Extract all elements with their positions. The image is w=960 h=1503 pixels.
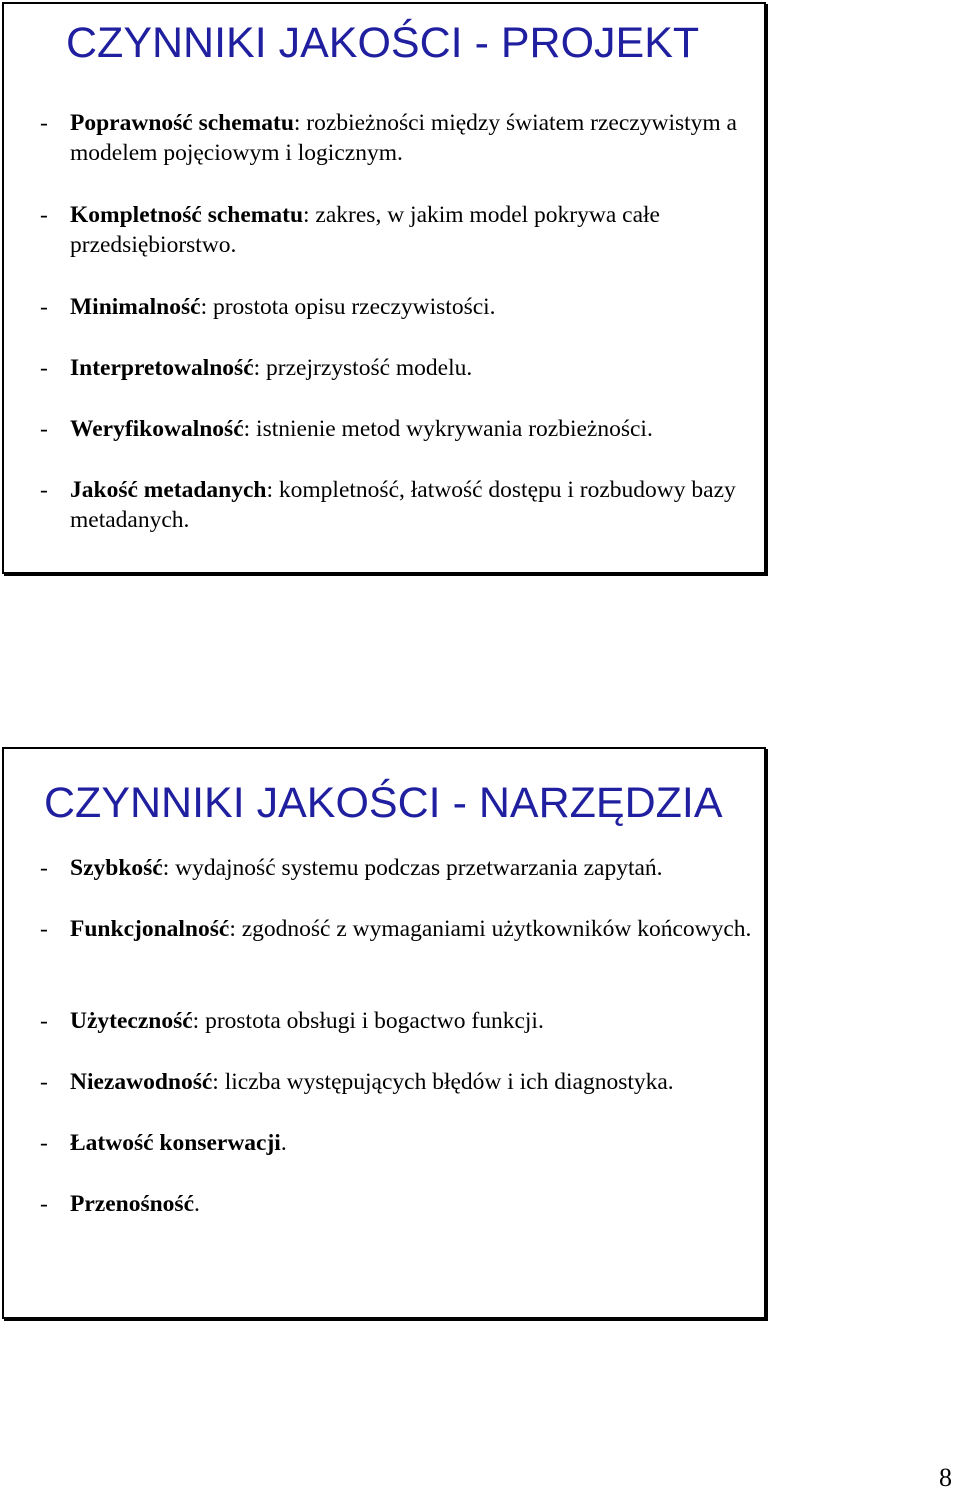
list-item xyxy=(40,1128,758,1158)
bullet-dash: - xyxy=(40,1191,48,1217)
slide-title: CZYNNIKI JAKOŚCI - PROJEKT xyxy=(66,19,700,67)
item-text xyxy=(70,353,758,383)
bullet-dash: - xyxy=(40,1008,48,1034)
slide-title: CZYNNIKI JAKOŚCI - NARZĘDZIA xyxy=(44,779,723,827)
item-text xyxy=(70,1006,758,1036)
list-item xyxy=(40,414,758,444)
item-text xyxy=(70,853,758,883)
list-item xyxy=(40,853,758,883)
item-label: Użyteczność xyxy=(70,1008,193,1034)
item-text xyxy=(70,914,758,944)
item-description: . xyxy=(194,1191,200,1217)
item-description: : prostota opisu rzeczywistości. xyxy=(200,294,496,320)
bullet-dash: - xyxy=(40,855,48,881)
bullet-dash: - xyxy=(40,355,48,381)
item-text xyxy=(70,475,758,535)
item-label: Minimalność xyxy=(70,294,201,320)
bullet-dash: - xyxy=(40,202,48,228)
slide-narzedzia xyxy=(2,747,766,1319)
bullet-dash: - xyxy=(40,110,48,136)
item-label: Interpretowalność xyxy=(70,355,254,381)
item-text xyxy=(70,1128,758,1158)
item-label: Weryfikowalność xyxy=(70,416,244,442)
item-label: Łatwość konserwacji xyxy=(70,1130,281,1156)
item-text xyxy=(70,414,758,444)
item-label: Szybkość xyxy=(70,855,163,881)
list-item xyxy=(40,200,758,260)
list-item xyxy=(40,475,758,535)
item-label: Niezawodność xyxy=(70,1069,213,1095)
bullet-dash: - xyxy=(40,477,48,503)
item-description: : zgodność z wymaganiami użytkowników końcowych. xyxy=(229,916,752,942)
item-text xyxy=(70,200,758,260)
slide-projekt xyxy=(2,2,766,574)
list-item xyxy=(40,1006,758,1036)
item-description: : prostota obsługi i bogactwo funkcji. xyxy=(192,1008,544,1034)
item-label: Kompletność schematu xyxy=(70,202,304,228)
item-description: : istnienie metod wykrywania rozbieżności. xyxy=(243,416,653,442)
item-description: : rozbieżności między światem rzeczywistym a modelem pojęciowym i logicznym. xyxy=(70,110,737,166)
bullet-dash: - xyxy=(40,1130,48,1156)
item-label: Funkcjonalność xyxy=(70,916,230,942)
item-description: : kompletność, łatwość dostępu i rozbudowy bazy metadanych. xyxy=(70,477,736,533)
list-item xyxy=(40,108,758,168)
bullet-dash: - xyxy=(40,916,48,942)
item-label: Jakość metadanych xyxy=(70,477,267,503)
item-description: : liczba występujących błędów i ich diagnostyka. xyxy=(212,1069,674,1095)
bullet-dash: - xyxy=(40,294,48,320)
item-text xyxy=(70,1189,758,1219)
list-item xyxy=(40,914,758,944)
item-label: Poprawność schematu xyxy=(70,110,294,136)
list-item xyxy=(40,353,758,383)
item-text xyxy=(70,292,758,322)
page-number: 8 xyxy=(939,1463,952,1492)
item-text xyxy=(70,108,758,168)
item-text xyxy=(70,1067,758,1097)
item-description: : zakres, w jakim model pokrywa całe przedsiębiorstwo. xyxy=(70,202,660,258)
list-item xyxy=(40,1189,758,1219)
item-description: : przejrzystość modelu. xyxy=(253,355,473,381)
item-description: : wydajność systemu podczas przetwarzania zapytań. xyxy=(162,855,663,881)
item-description: . xyxy=(280,1130,287,1156)
bullet-dash: - xyxy=(40,416,48,442)
item-label: Przenośność xyxy=(70,1191,195,1217)
list-item xyxy=(40,1067,758,1097)
bullet-dash: - xyxy=(40,1069,48,1095)
list-item xyxy=(40,292,758,322)
